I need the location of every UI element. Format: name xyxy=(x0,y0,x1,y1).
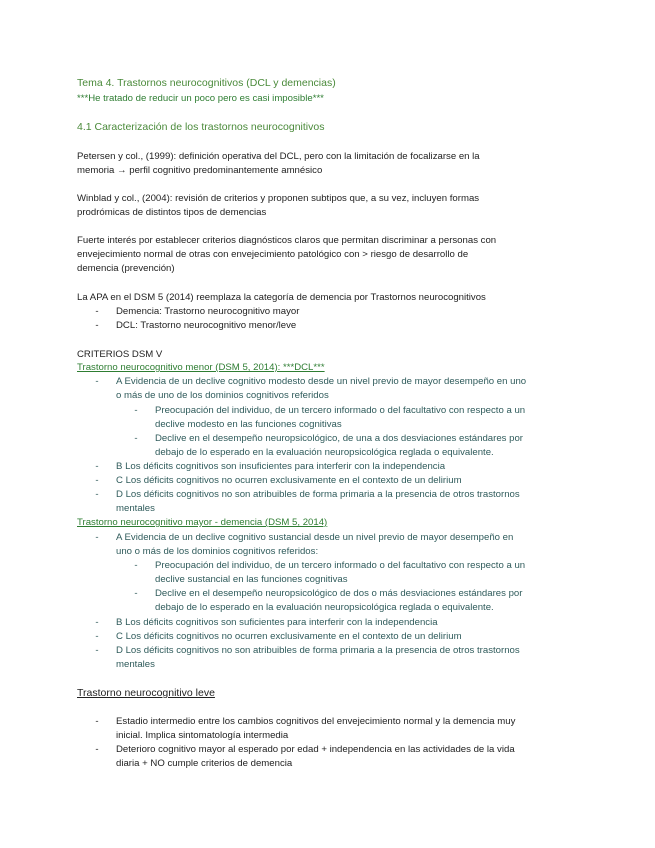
list-item-line: Deterioro cognitivo mayor al esperado por edad + independencia en las actividades de la vida xyxy=(116,744,515,755)
subcriterion-line: debajo de lo esperado en la evaluación neuropsicológica reglada o equivalente. xyxy=(155,602,494,613)
leve-heading: Trastorno neurocognitivo leve xyxy=(77,687,215,699)
menor-heading: Trastorno neurocognitivo menor (DSM 5, 2014): ***DCL*** xyxy=(77,362,325,373)
bullet-marker: - xyxy=(95,744,99,755)
list-item-line: diaria + NO cumple criterios de demencia xyxy=(116,758,293,769)
bullet-marker: - xyxy=(95,306,99,317)
bullet-marker: - xyxy=(95,376,99,387)
author-note: ***He tratado de reducir un poco pero es casi imposible*** xyxy=(77,93,324,104)
bullet-marker: - xyxy=(95,320,99,331)
criterion-c: C Los déficits cognitivos no ocurren exclusivamente en el contexto de un delirium xyxy=(116,631,462,642)
criterion-d-line: mentales xyxy=(116,503,155,514)
bullet-marker: - xyxy=(95,532,99,543)
subcriterion-line: Declive en el desempeño neuropsicológico de dos o más desviaciones estándares por xyxy=(155,588,523,599)
criterion-a-line: A Evidencia de un declive cognitivo modesto desde un nivel previo de mayor desempeño en uno xyxy=(116,376,527,387)
criterion-d-line: mentales xyxy=(116,659,155,670)
criterion-a-line: uno o más de los dominios cognitivos referidos: xyxy=(116,546,319,557)
bullet-marker: - xyxy=(95,617,99,628)
paragraph-line: Fuerte interés por establecer criterios diagnósticos claros que permitan discriminar a personas con xyxy=(77,235,497,246)
subcriterion-line: Declive en el desempeño neuropsicológico, de una a dos desviaciones estándares por xyxy=(155,433,523,444)
bullet-marker: - xyxy=(95,716,99,727)
criterion-a-line: o más de uno de los dominios cognitivos referidos xyxy=(116,390,329,401)
subcriterion-line: declive modesto en las funciones cognitivas xyxy=(155,419,342,430)
bullet-marker: - xyxy=(95,645,99,656)
criterion-c: C Los déficits cognitivos no ocurren exclusivamente en el contexto de un delirium xyxy=(116,475,462,486)
bullet-marker: - xyxy=(134,560,138,571)
paragraph-line: Winblad y col., (2004): revisión de criterios y proponen subtipos que, a su vez, incluyen formas xyxy=(77,193,480,204)
subcriterion-line: declive sustancial en las funciones cognitivas xyxy=(155,574,348,585)
paragraph-line: prodrómicas de distintos tipos de demencias xyxy=(77,207,267,218)
bullet-marker: - xyxy=(134,588,138,599)
list-item: Demencia: Trastorno neurocognitivo mayor xyxy=(116,306,300,317)
criterios-heading: CRITERIOS DSM V xyxy=(77,349,163,360)
paragraph-line: memoria → perfil cognitivo predominantemente amnésico xyxy=(77,165,323,176)
list-item: DCL: Trastorno neurocognitivo menor/leve xyxy=(116,320,297,331)
criterion-b: B Los déficits cognitivos son insuficientes para interferir con la independencia xyxy=(116,461,446,472)
mayor-heading: Trastorno neurocognitivo mayor - demencia (DSM 5, 2014) xyxy=(77,517,328,528)
bullet-marker: - xyxy=(95,489,99,500)
criterion-d-line: D Los déficits cognitivos no son atribuibles de forma primaria a la presencia de otros trastornos xyxy=(116,645,520,656)
criterion-d-line: D Los déficits cognitivos no son atribuibles de forma primaria a la presencia de otros trastornos xyxy=(116,489,520,500)
bullet-marker: - xyxy=(95,475,99,486)
bullet-marker: - xyxy=(95,631,99,642)
paragraph-line: Petersen y col., (1999): definición operativa del DCL, pero con la limitación de focalizarse en la xyxy=(77,151,480,162)
subcriterion-line: Preocupación del individuo, de un tercero informado o del facultativo con respecto a un xyxy=(155,405,526,416)
bullet-marker: - xyxy=(134,405,138,416)
criterion-b: B Los déficits cognitivos son suficientes para interferir con la independencia xyxy=(116,617,438,628)
paragraph-line: demencia (prevención) xyxy=(77,263,175,274)
paragraph-apa: La APA en el DSM 5 (2014) reemplaza la categoría de demencia por Trastornos neurocognitivos xyxy=(77,292,486,303)
subcriterion-line: debajo de lo esperado en la evaluación neuropsicológica reglada o equivalente. xyxy=(155,447,494,458)
section-title: 4.1 Caracterización de los trastornos neurocognitivos xyxy=(77,121,325,133)
document-title: Tema 4. Trastornos neurocognitivos (DCL y demencias) xyxy=(77,77,336,89)
bullet-marker: - xyxy=(95,461,99,472)
paragraph-line: envejecimiento normal de otras con envejecimiento patológico con > riesgo de desarrollo de xyxy=(77,249,469,260)
list-item-line: inicial. Implica sintomatología intermedia xyxy=(116,730,289,741)
list-item-line: Estadio intermedio entre los cambios cognitivos del envejecimiento normal y la demencia muy xyxy=(116,716,516,727)
criterion-a-line: A Evidencia de un declive cognitivo sustancial desde un nivel previo de mayor desempeño en xyxy=(116,532,514,543)
bullet-marker: - xyxy=(134,433,138,444)
subcriterion-line: Preocupación del individuo, de un tercero informado o del facultativo con respecto a un xyxy=(155,560,526,571)
